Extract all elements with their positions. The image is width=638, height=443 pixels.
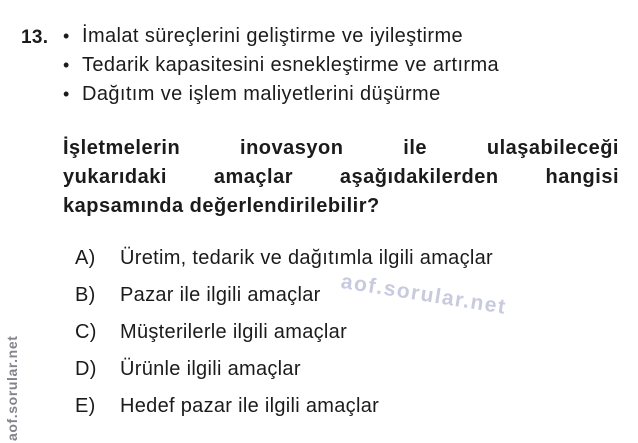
bullet-item <box>63 80 628 109</box>
question-stem-line: kapsamında değerlendirilebilir? <box>63 195 380 217</box>
question-number: 13. <box>21 27 49 48</box>
option-c <box>75 317 620 354</box>
bullet-icon: • <box>63 26 70 46</box>
bullet-text: Dağıtım ve işlem maliyetlerini düşürme <box>82 83 441 105</box>
option-a <box>75 243 620 280</box>
option-letter: D) <box>75 358 97 380</box>
options-list <box>75 243 620 428</box>
watermark-vertical: aof.sorular.net <box>4 335 20 441</box>
bullet-icon: • <box>63 55 70 75</box>
option-text: Pazar ile ilgili amaçlar <box>120 284 321 306</box>
watermark-diagonal: aof.sorular.net <box>339 270 509 319</box>
bullet-item <box>63 51 628 80</box>
option-e <box>75 391 620 428</box>
option-letter: B) <box>75 284 96 306</box>
option-letter: E) <box>75 395 96 417</box>
question-stem-line: yukarıdaki amaçlar aşağıdakilerden hangisi <box>63 166 619 188</box>
bullet-list <box>63 22 628 109</box>
question-stem <box>63 134 619 221</box>
bullet-text: Tedarik kapasitesini esnekleştirme ve artırma <box>82 54 500 76</box>
option-text: Hedef pazar ile ilgili amaçlar <box>120 395 380 417</box>
option-letter: A) <box>75 247 96 269</box>
option-text: Ürünle ilgili amaçlar <box>120 358 301 380</box>
bullet-item <box>63 22 628 51</box>
option-letter: C) <box>75 321 97 343</box>
option-text: Müşterilerle ilgili amaçlar <box>120 321 348 343</box>
option-d <box>75 354 620 391</box>
option-text: Üretim, tedarik ve dağıtımla ilgili amaçlar <box>120 247 494 269</box>
question-stem-line: İşletmelerin inovasyon ile ulaşabileceği <box>63 137 619 159</box>
option-b <box>75 280 620 317</box>
bullet-icon: • <box>63 84 70 104</box>
bullet-text: İmalat süreçlerini geliştirme ve iyileştirme <box>82 25 464 47</box>
